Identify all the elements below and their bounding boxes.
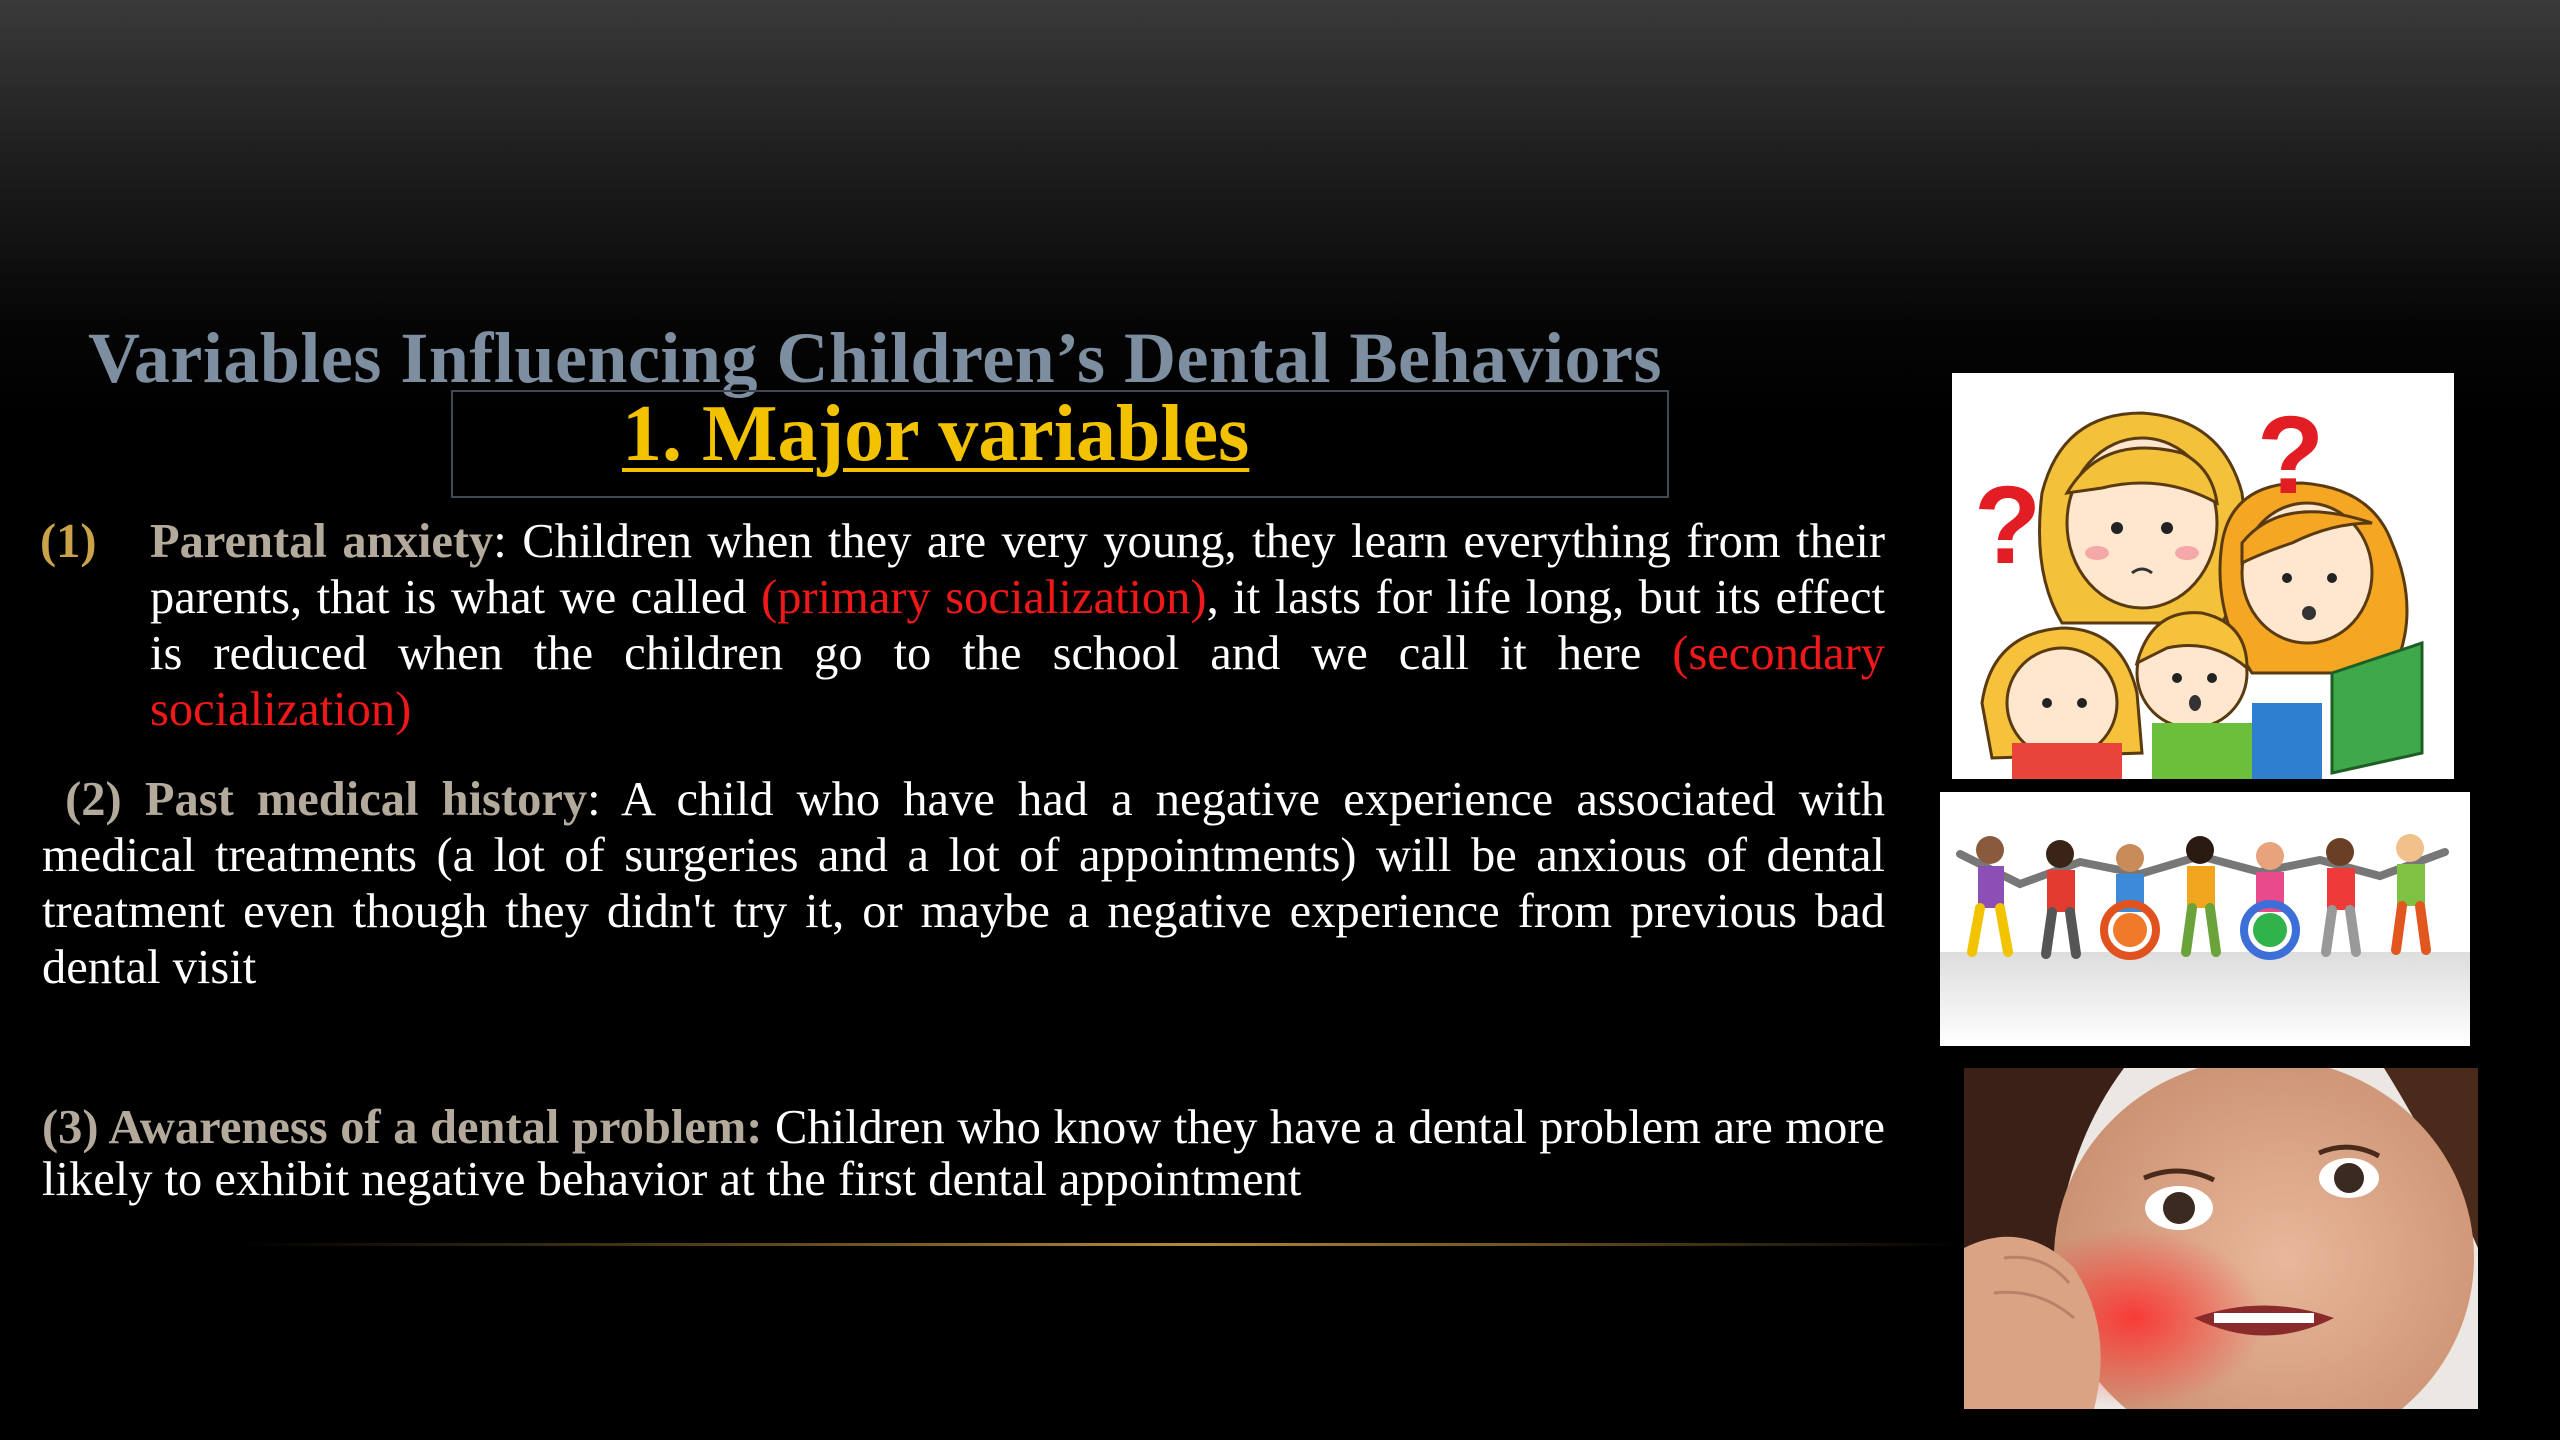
child-toothache-image (1964, 1068, 2478, 1409)
item-1-paragraph (150, 514, 1885, 738)
svg-text:?: ? (2257, 394, 2325, 517)
item-1-number: (1) (40, 515, 97, 568)
cartoon-family-illustration (1952, 373, 2454, 779)
svg-text:?: ? (1974, 464, 2042, 587)
gold-divider (240, 1243, 1960, 1246)
slide-subtitle: 1. Major variables (622, 390, 1250, 478)
item-1-text-b: , it lasts for life long, but its effect is reduced when the children go to the school and we call it here (150, 571, 1885, 680)
item-1-text-a: : Children when they are very young, they learn everything from their parents, that is what we called (150, 515, 1886, 624)
diverse-children-image (1940, 792, 2470, 1046)
item-1-highlight-secondary: (secondary socialization) (150, 627, 1885, 736)
children-holding-hands-illustration (1940, 792, 2470, 1046)
item-3-paragraph (42, 1102, 1885, 1206)
item-1-term: Parental anxiety (150, 515, 494, 568)
item-3-text: Children who know they have a dental problem are more likely to exhibit negative behavior at the first dental appointment (42, 1101, 1885, 1206)
item-2-paragraph (42, 772, 1885, 996)
item-3-term: (3) Awareness of a dental problem: (42, 1101, 763, 1154)
child-toothache-photo (1964, 1068, 2478, 1409)
slide-title: Variables Influencing Children’s Dental Behaviors (88, 318, 1663, 398)
item-1-highlight-primary: (primary socialization) (761, 571, 1207, 624)
cartoon-family-image (1952, 373, 2454, 779)
item-2-term: (2) Past medical history (65, 773, 588, 826)
item-2-text: : A child who have had a negative experience associated with medical treatments (a lot of surgeries and a lot of appointments) will be anxious of dental treatment even though they didn't try it, or maybe a negative experience from previous bad dental visit (42, 773, 1886, 994)
